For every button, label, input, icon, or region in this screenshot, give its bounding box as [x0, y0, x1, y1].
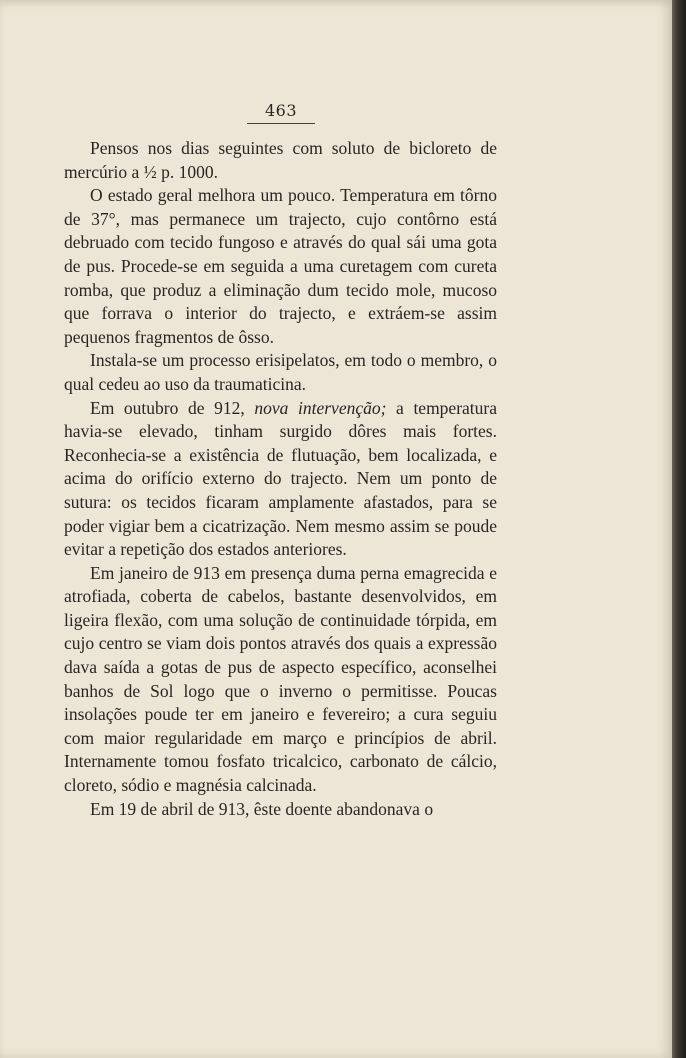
body-text: [64, 137, 497, 821]
page-number: 463: [264, 101, 298, 120]
paragraph-1: Pensos nos dias seguintes com soluto de bicloreto de mercúrio a ½ p. 1000.: [64, 138, 497, 182]
paragraph-4-rest: a temperatura havia-se elevado, tinham surgido dôres mais fortes. Reconhecia-se a existência de flutuação, bem localizada, e acima do orifício externo do trajecto. Nem um ponto de sutura: os tecidos ficaram amplamente afastados, para se poder vigiar bem a cicatrização. Nem mesmo assim se poude evitar a repetição dos estados anteriores.: [64, 397, 498, 560]
paragraph-2: O estado geral melhora um pouco. Temperatura em tôrno de 37°, mas permanece um trajecto, cujo contôrno está debruado com tecido fungoso e através do qual sái uma gota de pus. Procede-se em seguida a uma curetagem com cureta romba, que produz a eliminação dum tecido mole, mucoso que forrava o interior do trajecto, e extráem-se assim pequenos fragmentos de ôsso.: [64, 185, 497, 347]
paragraph-4: [64, 397, 497, 562]
paragraph-6: Em 19 de abril de 913, êste doente abandonava o: [90, 798, 434, 819]
page-number-rule: [247, 123, 315, 124]
book-edge: [672, 0, 686, 1058]
paragraph-5: Em janeiro de 913 em presença duma perna emagrecida e atrofiada, coberta de cabelos, bastante desenvolvidos, em ligeira flexão, com uma solução de continuidade tórpida, em cujo centro se viam dois pontos através dos quais a expressão dava saída a gotas de pus de aspecto específico, aconselhei banhos de Sol logo que o inverno o permitisse. Poucas insolações poude ter em janeiro e fevereiro; a cura seguiu com maior regularidade em março e princípios de abril. Internamente tomou fosfato tricalcico, carbonato de cálcio, cloreto, sódio e magnésia calcinada.: [64, 562, 497, 796]
paragraph-4-italic: nova intervenção;: [254, 397, 387, 418]
paragraph-4-start: Em outubro de 912,: [90, 397, 255, 418]
paragraph-3: Instala-se um processo erisipelatos, em todo o membro, o qual cedeu ao uso da traumaticina.: [64, 350, 497, 394]
